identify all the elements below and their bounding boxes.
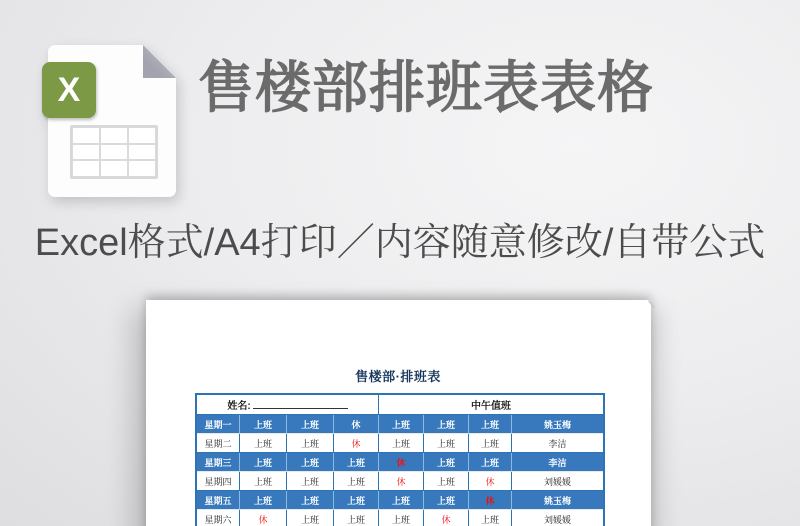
shift-cell: 上班 — [379, 510, 424, 526]
excel-badge-letter: X — [57, 71, 81, 109]
shift-cell: 休 — [469, 491, 512, 510]
person-cell: 刘媛媛 — [512, 510, 603, 526]
day-cell: 星期一 — [197, 415, 240, 434]
shift-cell: 上班 — [334, 491, 379, 510]
shift-cell: 上班 — [240, 491, 287, 510]
schedule-table — [195, 393, 605, 526]
shift-cell: 休 — [379, 453, 424, 472]
shift-cell: 休 — [334, 434, 379, 453]
person-cell: 姚玉梅 — [512, 491, 603, 510]
day-cell: 星期四 — [197, 472, 240, 491]
excel-badge-icon — [42, 62, 96, 118]
shift-cell: 上班 — [379, 434, 424, 453]
noon-duty-header-cell: 中午值班 — [379, 395, 603, 415]
shift-cell: 上班 — [287, 434, 334, 453]
grid-cell — [128, 160, 156, 177]
table-row — [197, 491, 603, 510]
document-title: 售楼部·排班表 — [355, 369, 441, 384]
page-title: 售楼部排班表表格 — [198, 56, 654, 119]
shift-cell: 休 — [424, 510, 469, 526]
table-row — [197, 510, 603, 526]
name-header-label: 姓名: — [227, 401, 251, 412]
shift-cell: 上班 — [469, 453, 512, 472]
grid-cell — [100, 160, 128, 177]
grid-cell — [128, 127, 156, 144]
shift-cell: 休 — [334, 415, 379, 434]
grid-cell — [128, 144, 156, 161]
shift-cell: 上班 — [287, 472, 334, 491]
name-blank-line — [253, 399, 348, 409]
shift-cell: 上班 — [379, 491, 424, 510]
shift-cell: 上班 — [424, 472, 469, 491]
shift-cell: 上班 — [287, 415, 334, 434]
schedule-table-body — [197, 395, 603, 526]
shift-cell: 上班 — [469, 510, 512, 526]
page-subtitle: Excel格式/A4打印／内容随意修改/自带公式 — [34, 222, 766, 264]
day-cell: 星期三 — [197, 453, 240, 472]
shift-cell: 休 — [379, 472, 424, 491]
shift-cell: 上班 — [287, 491, 334, 510]
spreadsheet-grid-icon — [70, 125, 158, 179]
shift-cell: 上班 — [334, 472, 379, 491]
shift-cell: 上班 — [240, 415, 287, 434]
person-cell: 刘媛媛 — [512, 472, 603, 491]
corner-mark-decoration — [648, 300, 655, 309]
shift-cell: 休 — [240, 510, 287, 526]
shift-cell: 上班 — [469, 415, 512, 434]
table-row — [197, 415, 603, 434]
person-cell: 李洁 — [512, 434, 603, 453]
grid-cell — [72, 127, 100, 144]
shift-cell: 上班 — [287, 510, 334, 526]
name-header-cell — [197, 395, 379, 415]
shift-cell: 上班 — [424, 453, 469, 472]
shift-cell: 上班 — [334, 453, 379, 472]
person-cell: 李洁 — [512, 453, 603, 472]
excel-file-icon — [48, 45, 176, 197]
folded-corner-icon — [143, 45, 176, 78]
shift-cell: 上班 — [424, 434, 469, 453]
grid-cell — [72, 144, 100, 161]
table-header-row — [197, 395, 603, 415]
grid-cell — [72, 160, 100, 177]
shift-cell: 上班 — [469, 434, 512, 453]
grid-cell — [100, 144, 128, 161]
day-cell: 星期六 — [197, 510, 240, 526]
person-cell: 姚玉梅 — [512, 415, 603, 434]
shift-cell: 上班 — [287, 453, 334, 472]
grid-cell — [100, 127, 128, 144]
shift-cell: 休 — [469, 472, 512, 491]
shift-cell: 上班 — [240, 472, 287, 491]
table-row — [197, 453, 603, 472]
shift-cell: 上班 — [334, 510, 379, 526]
shift-cell: 上班 — [424, 415, 469, 434]
day-cell: 星期五 — [197, 491, 240, 510]
table-row — [197, 434, 603, 453]
document-preview — [146, 300, 651, 526]
table-row — [197, 472, 603, 491]
shift-cell: 上班 — [240, 434, 287, 453]
shift-cell: 上班 — [424, 491, 469, 510]
shift-cell: 上班 — [240, 453, 287, 472]
day-cell: 星期二 — [197, 434, 240, 453]
shift-cell: 上班 — [379, 415, 424, 434]
